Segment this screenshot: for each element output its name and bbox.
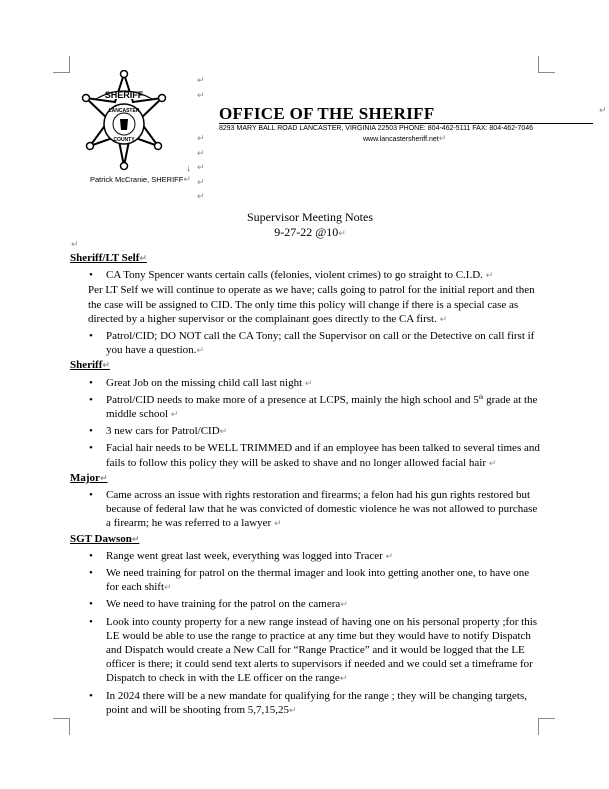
- paragraph-mark-icon: ↵: [599, 106, 607, 116]
- sheriff-name: Patrick McCranie, SHERIFF↵: [90, 175, 191, 185]
- badge-top-text: SHERIFF: [104, 90, 144, 100]
- meeting-date: 9-27-22 @10↵: [274, 225, 346, 239]
- office-website: www.lancastersheriff.net↵: [363, 134, 447, 144]
- section-heading-lt-self: Sheriff/LT Self↵: [70, 252, 147, 264]
- paragraph-mark-icon: ↵: [183, 175, 191, 185]
- section-heading-major: Major↵: [70, 471, 108, 484]
- meeting-notes: [70, 251, 540, 718]
- list-item: • Came across an issue with rights restoration and firearms; a felon had his gun rights restored but because of federal law that he was convicted of domestic violence he was not allowed to purchase a firearm; he was referred to a lawyer ↵: [106, 488, 540, 532]
- list-item: • 3 new cars for Patrol/CID↵: [106, 424, 540, 439]
- office-title: OFFICE OF THE SHERIFF: [219, 104, 435, 123]
- major-list: [70, 488, 540, 532]
- list-item: • In 2024 there will be a new mandate for qualifying for the range ; they will be changing targets, point and will be shooting from 5,7,15,25↵: [106, 689, 540, 718]
- sgt-dawson-list: [70, 549, 540, 718]
- lt-self-list: [70, 268, 540, 283]
- sheriff-star-badge-icon: [74, 70, 174, 174]
- list-item: • Patrol/CID; DO NOT call the CA Tony; call the Supervisor on call or the Detective on call first if you have a question.↵: [106, 329, 540, 358]
- lt-self-list-2: [70, 329, 540, 358]
- list-item: • CA Tony Spencer wants certain calls (felonies, violent crimes) to go straight to C.I.D. ↵: [106, 268, 540, 283]
- paragraph-mark-icon: ↵: [71, 240, 79, 250]
- crop-mark-top-left: [53, 56, 70, 73]
- office-address: 8293 MARY BALL ROAD LANCASTER, VIRGINIA 22503 PHONE: 804-462-5111 FAX: 804-462-7046: [219, 125, 533, 132]
- crop-mark-bottom-left: [53, 718, 70, 735]
- list-item: • We need training for patrol on the thermal imager and look into getting another one, to have one for each shift↵: [106, 566, 540, 595]
- list-item: • We need to have training for the patrol on the camera↵: [106, 597, 540, 612]
- crop-mark-bottom-right: [538, 718, 555, 735]
- list-item: • Look into county property for a new range instead of having one on his personal property ;for this LE would be able to use the range to practice at any time but they would have to notify Dispatch and Dispatch would create a New Call for “Range Practice” and it would be logged that the LE officer is there; it could send text alerts to supervisors if needed and we could set a timeframe for Dispatch to check in with the LE officer on the range↵: [106, 615, 540, 687]
- badge-ring-bottom-text: COUNTY: [113, 137, 135, 143]
- empty-paragraph-marks: ↵ ↵ ↵ ↵ ↵ ↵ ↵: [197, 76, 205, 202]
- down-arrow-icon: ↓: [186, 163, 191, 174]
- list-item-continuation: Per LT Self we will continue to operate as we have; calls going to patrol for the initial report and then the case will be assigned to CID. The only time this policy will change if there is a special case as directed by a higher supervisor or the complainant goes directly to the CA first. ↵: [88, 284, 535, 325]
- list-item: • Range went great last week, everything was logged into Tracer ↵: [106, 549, 540, 564]
- list-item: • Patrol/CID needs to make more of a presence at LCPS, mainly the high school and 5th grade at the middle school ↵: [106, 393, 540, 422]
- meeting-heading: [200, 210, 420, 242]
- meeting-title: Supervisor Meeting Notes: [247, 210, 373, 224]
- section-heading-sheriff: Sheriff↵: [70, 359, 110, 372]
- section-heading-sgt-dawson: SGT Dawson↵: [70, 532, 140, 545]
- list-item: • Great Job on the missing child call last night ↵: [106, 376, 540, 391]
- list-item: • Facial hair needs to be WELL TRIMMED and if an employee has been talked to several times and fails to follow this policy they will be asked to shave and no longer allowed facial hair ↵: [106, 441, 540, 470]
- sheriff-list: [70, 376, 540, 471]
- badge-ring-top-text: LANCASTER: [108, 108, 140, 114]
- letterhead-rule: [219, 123, 593, 124]
- crop-mark-top-right: [538, 56, 555, 73]
